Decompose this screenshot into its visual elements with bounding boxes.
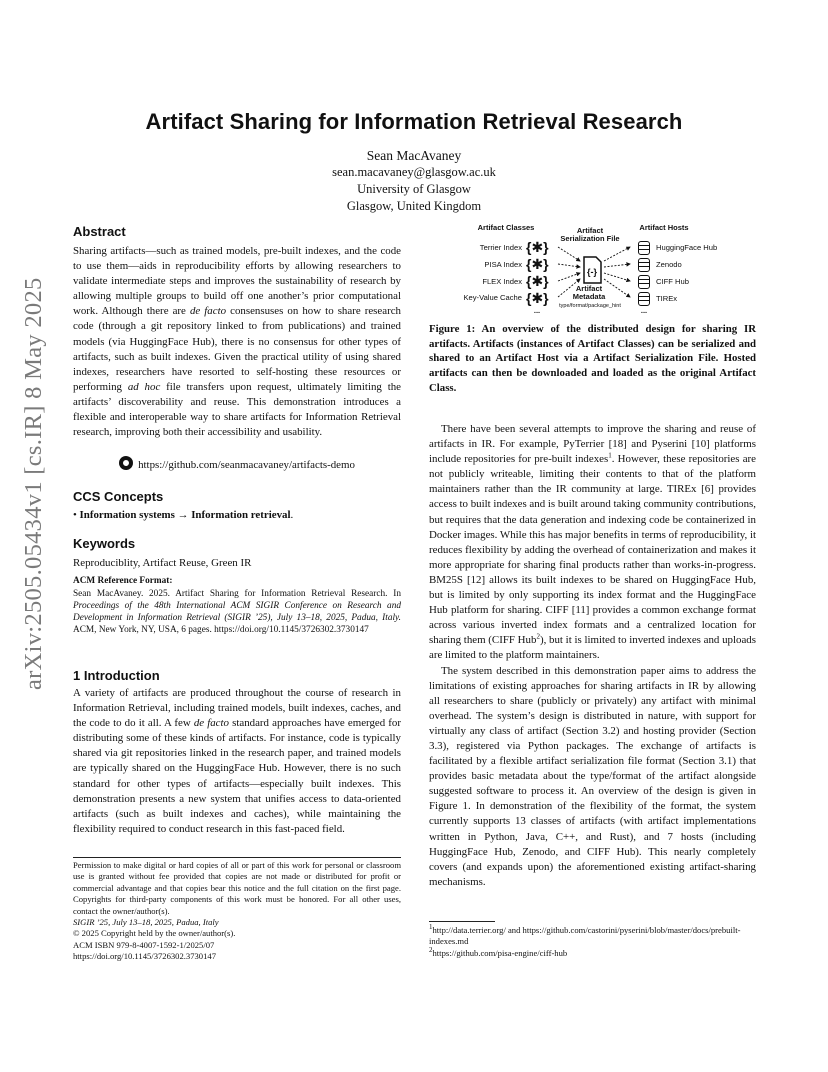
footnotes: $^1$http://data.terrier.org/ and https://github.com/castorini/pyserini/blob/master/docs/prebuilt-indexes.md $^2$https://github.com/pisa-engine/ciff-hub — [429, 923, 741, 958]
figure-1-diagram — [452, 221, 757, 321]
fig-head-classes: Artifact Classes — [477, 223, 535, 232]
fig-class-kv-cache: Key-Value Cache — [463, 293, 522, 302]
abstract-heading: Abstract — [73, 224, 126, 239]
artifact-class-icon: {✱} — [526, 256, 549, 272]
paper-title: Artifact Sharing for Information Retrieval Research — [145, 109, 683, 134]
ccs-heading: CCS Concepts — [73, 489, 164, 504]
fig-ellipsis-left: ... — [533, 306, 541, 315]
permission-rule — [73, 857, 401, 858]
system-paragraph: The system described in this demonstration paper aims to address the limitations of existing approaches for sharing artifacts in IR by allowing all researchers to share (publicly or privately) any artifact with minimal overhead. The system’s design is distributed in nature, with support for virtually any class of artifact (Section 3.2) and hosting provider (Section 3.3), registered via Python packages. The exchange of artifacts is facilitated by a flexible artifact serialization file format (Section 3.1) that provides basic metadata about the type/format of the artifact alongside suggested software to process it. An overview of the design is given in Figure 1. In demonstration of the flexibility of the format, the system currently supports 13 classes of artifacts (with artifact implementations written in Python, Java, C++, and Rust), and 7 hosts (including HuggingFace Hub, Zenodo, and CIFF Hub). This nearly completely covers (and expands upon) the aforementioned existing artifact-sharing mechanisms. — [429, 664, 756, 888]
fig-class-pisa: PISA Index — [484, 260, 522, 269]
keywords-text: Reproduciblity, Artifact Reuse, Green IR — [73, 557, 252, 569]
footnote-1-link[interactable]: http://data.terrier.org/ and https://github.com/castorini/pyserini/blob/master/docs/prebuilt-indexes.md — [429, 925, 741, 947]
intro-body: A variety of artifacts are produced throughout the course of research in Information Retrieval, including trained models, built indexes, caches, and the code to do it all. A few de facto standard approaches have emerged for distributing some of these kinds of artifacts. For instance, code is typically shared via git repositories linked in the research paper, and trained models are typically shared on the HuggingFace Hub. However, there is no such standard for other types of artifacts—especially built indexes. This demonstration presents a new system that unifies access to data-oriented artifacts (such as built indexes and caches), while maintaining the flexibility required to conduct research in this fast-paced field. — [73, 687, 401, 835]
author-name: Sean MacAvaney — [366, 148, 462, 163]
footnote-2-link[interactable]: https://github.com/pisa-engine/ciff-hub — [432, 947, 568, 958]
fig-head-hosts: Artifact Hosts — [639, 223, 689, 232]
database-icon — [638, 258, 650, 272]
artifact-class-icon: {✱} — [526, 290, 549, 306]
abstract-body: Sharing artifacts—such as trained models, pre-built indexes, and the code to use them—aids in reproducibility efforts by allowing researchers to validate intermediate steps and improves the sustainability of research by allowing multiple groups to build off one another’s prior computational work. Although there are de facto consensuses on how to share research code (through a git repository linked to from publications) and trained models (via HuggingFace Hub), there is no consensus for other types of artifacts, such as built indexes. Given the practical utility of using shared indexes, researchers have resorted to self-hosting these resources or performing ad hoc file transfers upon request, ultimately limiting the artifacts’ discoverability and reuse. This demonstration introduces a flexible and interoperable way to share artifacts for Information Retrieval research, improving both their accessibility and usability. — [73, 245, 401, 439]
acm-ref-heading: ACM Reference Format: — [73, 576, 173, 586]
fig-host-tirex: TIREx — [656, 294, 678, 303]
doi-link[interactable]: https://doi.org/10.1145/3726302.3730147 — [73, 951, 216, 962]
footnote-rule — [429, 921, 495, 922]
fig-metadata-sub: type/format/package_hint — [559, 303, 621, 309]
keywords-heading: Keywords — [73, 536, 136, 551]
artifact-class-icon: {✱} — [526, 239, 549, 255]
fig-class-terrier: Terrier Index — [479, 243, 522, 252]
fig-ellipsis-right: ... — [640, 306, 648, 315]
database-icon — [638, 275, 650, 289]
arxiv-stamp: arXiv:2505.05434v1 [cs.IR] 8 May 2025 — [20, 277, 47, 690]
figure-caption: Figure 1: An overview of the distributed design for sharing IR artifacts. Artifacts (instances of Artifact Classes) can be serialized and shared to an Artifact Host via a Artifact Serialization File. Hosted artifacts can then be downloaded and loaded as the original Artifact Class. — [429, 323, 756, 394]
author-email[interactable]: sean.macavaney@glasgow.ac.uk — [332, 165, 496, 179]
database-icon — [638, 241, 650, 255]
intro-heading: 1 Introduction — [73, 668, 160, 683]
author-location: Glasgow, United Kingdom — [346, 199, 482, 213]
github-icon — [119, 456, 133, 470]
right-body — [429, 422, 756, 890]
ccs-concepts: • Information systems → Information retrieval. — [73, 509, 294, 521]
acm-ref-text: Sean MacAvaney. 2025. Artifact Sharing for Information Retrieval Research. In Proceedings of the 48th International ACM SIGIR Conference on Research and Development in Information Retrieval (SIGIR ’25), July 13–18, 2025, Padua, Italy. ACM, New York, NY, USA, 6 pages. https://doi.org/10.1145/3726302.3730147 — [73, 589, 401, 636]
artifact-class-icon: {✱} — [526, 273, 549, 289]
author-affiliation: University of Glasgow — [357, 182, 471, 196]
permission-notice: Permission to make digital or hard copies of all or part of this work for personal or classroom use is granted without fee provided that copies are not made or distributed for profit or commercial advantage and that copies bear this notice and the full citation on the first page. Copyrights for third-party components of this work must be honored. For all other uses, contact the owner/author(s). SIGIR ’25, July 13–18, 2025, Padua, Italy © 2025 Copyright held by the owner/author(s). ACM ISBN 979-8-4007-1592-1/2025/07 https://doi.org/10.1145/3726302.3730147 — [73, 860, 401, 962]
fig-host-huggingface: HuggingFace Hub — [656, 243, 718, 252]
repo-link-row — [73, 456, 401, 471]
fig-metadata-label: Artifact Metadata — [572, 284, 606, 301]
database-icon — [638, 292, 650, 306]
fig-host-zenodo: Zenodo — [656, 260, 682, 269]
svg-text:{-}: {-} — [587, 267, 598, 277]
related-work-paragraph: There have been several attempts to improve the sharing and reuse of artifacts in IR. For example, PyTerrier [18] and Pyserini [10] platforms include repositories for pre-built indexes$^1$. However, these repositories are not publicly writeable, limiting their contents to that of the platform maintainers rather than the IR community at large. TIREx [6] provides access to built indexes and is built around taking community contributions, but requires that the data generation and indexing code be containerized in Docker images. While this has major benefits in terms of reproducibility, it reduces flexibility by adding the overhead of containerization and makes it more appropriate for sharing final products rather than works-in-progress. BM25S [12] allows its built indexes to be shared on HuggingFace Hub, but is limited by only supporting its index format and the HuggingFace Hub platform for sharing. CIFF [11] provides a common exchange format across various inverted index formats and a centralized location for sharing them (CIFF Hub$^2$), but it is limited to inverted indexes and uploads are limited to the platform maintainers. — [429, 423, 756, 662]
fig-head-file: Artifact Serialization File — [560, 226, 620, 243]
repo-link[interactable]: https://github.com/seanmacavaney/artifacts-demo — [138, 459, 355, 471]
fig-host-ciff: CIFF Hub — [656, 277, 689, 286]
fig-class-flex: FLEX Index — [482, 277, 522, 286]
